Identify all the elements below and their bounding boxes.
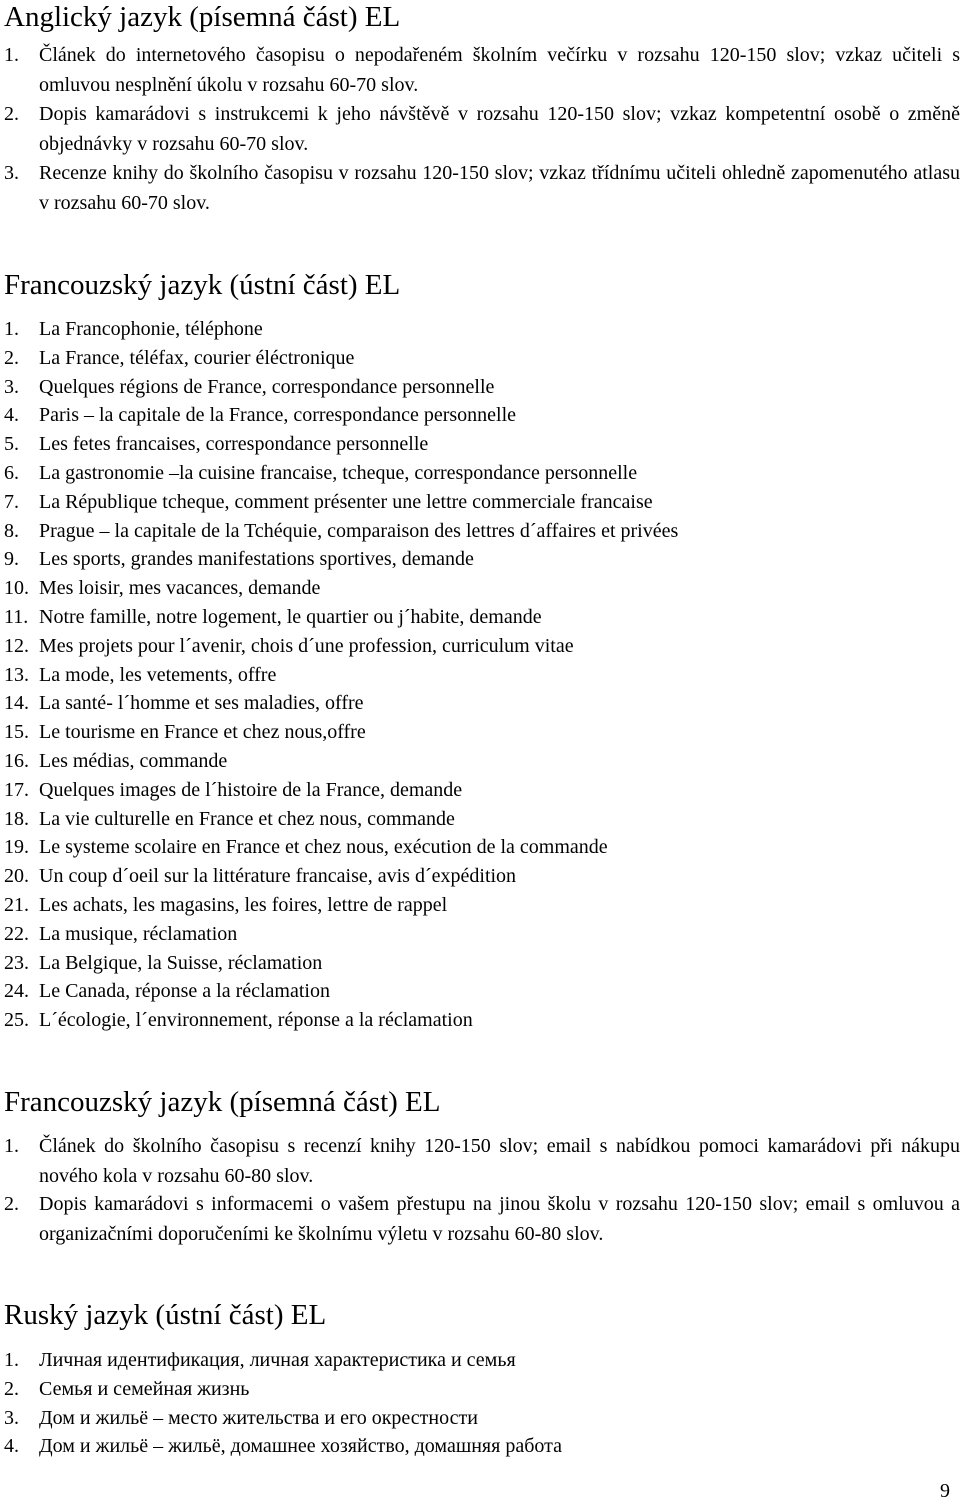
- item-text: La Belgique, la Suisse, réclamation: [39, 951, 323, 974]
- list-item: [4, 373, 960, 402]
- list-item: [4, 1346, 960, 1375]
- item-text: Les sports, grandes manifestations sportives, demande: [39, 548, 474, 571]
- item-number: 1.: [4, 1135, 19, 1157]
- item-number: 7.: [4, 490, 19, 513]
- list-item: [4, 805, 960, 834]
- item-number: 16.: [4, 749, 29, 772]
- item-number: 4.: [4, 404, 19, 427]
- item-number: 2.: [4, 1377, 19, 1400]
- item-text: Дом и жильё – жильë, домашнее хозяйство, домашняя работа: [39, 1435, 562, 1458]
- page-number: 9: [940, 1480, 950, 1502]
- item-text: Le systeme scolaire en France et chez nous, exécution de la commande: [39, 836, 608, 859]
- english-written-list: [4, 41, 960, 218]
- item-text: Prague – la capitale de la Tchéquie, comparaison des lettres d´affaires et privées: [39, 519, 679, 542]
- item-text: Quelques images de l´histoire de la France, demande: [39, 778, 463, 801]
- item-number: 5.: [4, 433, 19, 456]
- item-number: 3.: [4, 375, 19, 398]
- item-text: Dopis kamarádovi s informacemi o vašem přestupu na jinou školu v rozsahu 120-150 slov; email s omluvou a organizačními doporučeními ke školnímu výletu v rozsahu 60-80 slov.: [39, 1193, 960, 1245]
- item-text: Le Canada, réponse a la réclamation: [39, 980, 330, 1003]
- list-item: [4, 603, 960, 632]
- list-item: [4, 718, 960, 747]
- item-text: La musique, réclamation: [39, 922, 238, 945]
- list-item: [4, 159, 960, 218]
- list-item: [4, 574, 960, 603]
- item-number: 3.: [4, 162, 19, 184]
- item-number: 15.: [4, 721, 29, 744]
- section-heading-french-oral: Francouzský jazyk (ústní část) EL: [4, 269, 401, 301]
- item-number: 1.: [4, 44, 19, 66]
- item-number: 10.: [4, 577, 29, 600]
- item-text: La République tcheque, comment présenter une lettre commerciale francaise: [39, 490, 653, 513]
- list-item: [4, 488, 960, 517]
- list-item: [4, 1375, 960, 1404]
- item-text: Les médias, commande: [39, 749, 228, 772]
- item-number: 8.: [4, 519, 19, 542]
- list-item: [4, 1132, 960, 1190]
- list-item: [4, 862, 960, 891]
- item-text: Les fetes francaises, correspondance personnelle: [39, 433, 429, 456]
- item-number: 17.: [4, 778, 29, 801]
- item-number: 1.: [4, 1349, 19, 1371]
- list-item: [4, 920, 960, 949]
- section-heading-french-written: Francouzský jazyk (písemná část) EL: [4, 1086, 441, 1118]
- item-text: Mes projets pour l´avenir, chois d´une profession, curriculum vitae: [39, 634, 574, 657]
- list-item: [4, 401, 960, 430]
- list-item: [4, 100, 960, 159]
- item-number: 25.: [4, 1009, 29, 1032]
- list-item: [4, 1006, 960, 1035]
- russian-oral-list: [4, 1346, 960, 1461]
- list-item: [4, 747, 960, 776]
- item-text: Le tourisme en France et chez nous,offre: [39, 721, 366, 744]
- list-item: [4, 977, 960, 1006]
- item-number: 3.: [4, 1406, 19, 1429]
- list-item: [4, 344, 960, 373]
- item-number: 1.: [4, 318, 19, 340]
- french-written-list: [4, 1132, 960, 1248]
- item-number: 11.: [4, 605, 29, 628]
- item-number: 2.: [4, 103, 19, 125]
- french-oral-list: [4, 315, 960, 1035]
- list-item: [4, 459, 960, 488]
- list-item: [4, 776, 960, 805]
- item-number: 18.: [4, 807, 29, 830]
- list-item: [4, 517, 960, 546]
- list-item: [4, 315, 960, 344]
- item-text: Dopis kamarádovi s instrukcemi k jeho návštěvě v rozsahu 120-150 slov; vzkaz kompetentní osobě o změně objednávky v rozsahu 60-70 slov.: [39, 103, 960, 155]
- item-number: 2.: [4, 346, 19, 369]
- item-text: Дом и жильё – место жительства и его окрестности: [39, 1406, 478, 1429]
- list-item: [4, 632, 960, 661]
- item-number: 19.: [4, 836, 29, 859]
- item-text: Paris – la capitale de la France, correspondance personnelle: [39, 404, 517, 427]
- item-text: Личная идентификация, личная характеристика и семья: [39, 1349, 516, 1371]
- item-text: Notre famille, notre logement, le quartier ou j´habite, demande: [39, 605, 542, 628]
- list-item: [4, 689, 960, 718]
- item-number: 22.: [4, 922, 29, 945]
- section-heading-russian-oral: Ruský jazyk (ústní část) EL: [4, 1299, 327, 1331]
- item-text: Mes loisir, mes vacances, demande: [39, 577, 321, 600]
- item-text: Les achats, les magasins, les foires, lettre de rappel: [39, 893, 448, 916]
- item-number: 14.: [4, 692, 29, 715]
- item-text: Článek do školního časopisu s recenzí knihy 120-150 slov; email s nabídkou pomoci kamarádovi při nákupu nového kola v rozsahu 60-80 slov.: [39, 1135, 960, 1187]
- item-number: 4.: [4, 1435, 19, 1458]
- item-text: Семья и семейная жизнь: [39, 1377, 250, 1400]
- item-text: La France, téléfax, courier éléctronique: [39, 346, 355, 369]
- list-item: [4, 545, 960, 574]
- item-number: 24.: [4, 980, 29, 1003]
- item-number: 21.: [4, 893, 29, 916]
- item-number: 12.: [4, 634, 29, 657]
- item-text: La gastronomie –la cuisine francaise, tcheque, correspondance personnelle: [39, 461, 638, 484]
- list-item: [4, 833, 960, 862]
- item-text: Recenze knihy do školního časopisu v rozsahu 120-150 slov; vzkaz třídnímu učiteli ohledně zapomenutého atlasu v rozsahu 60-70 slov.: [39, 162, 960, 214]
- item-number: 13.: [4, 663, 29, 686]
- list-item: [4, 949, 960, 978]
- item-text: Článek do internetového časopisu o nepodařeném školním večírku v rozsahu 120-150 slov; vzkaz učiteli s omluvou nesplnění úkolu v rozsahu 60-70 slov.: [39, 44, 960, 96]
- item-number: 20.: [4, 865, 29, 888]
- list-item: [4, 661, 960, 690]
- list-item: [4, 1404, 960, 1433]
- item-number: 23.: [4, 951, 29, 974]
- item-text: La santé- l´homme et ses maladies, offre: [39, 692, 364, 715]
- item-text: L´écologie, l´environnement, réponse a la réclamation: [39, 1009, 473, 1032]
- list-item: [4, 430, 960, 459]
- item-number: 6.: [4, 461, 19, 484]
- item-text: Quelques régions de France, correspondance personnelle: [39, 375, 495, 398]
- item-number: 2.: [4, 1193, 19, 1215]
- section-heading-english-written: Anglický jazyk (písemná část) EL: [4, 1, 401, 33]
- list-item: [4, 891, 960, 920]
- item-text: Un coup d´oeil sur la littérature francaise, avis d´expédition: [39, 865, 517, 888]
- list-item: [4, 1432, 960, 1461]
- list-item: [4, 41, 960, 100]
- list-item: [4, 1190, 960, 1248]
- item-text: La Francophonie, téléphone: [39, 318, 263, 340]
- item-text: La mode, les vetements, offre: [39, 663, 277, 686]
- item-number: 9.: [4, 548, 19, 571]
- item-text: La vie culturelle en France et chez nous, commande: [39, 807, 455, 830]
